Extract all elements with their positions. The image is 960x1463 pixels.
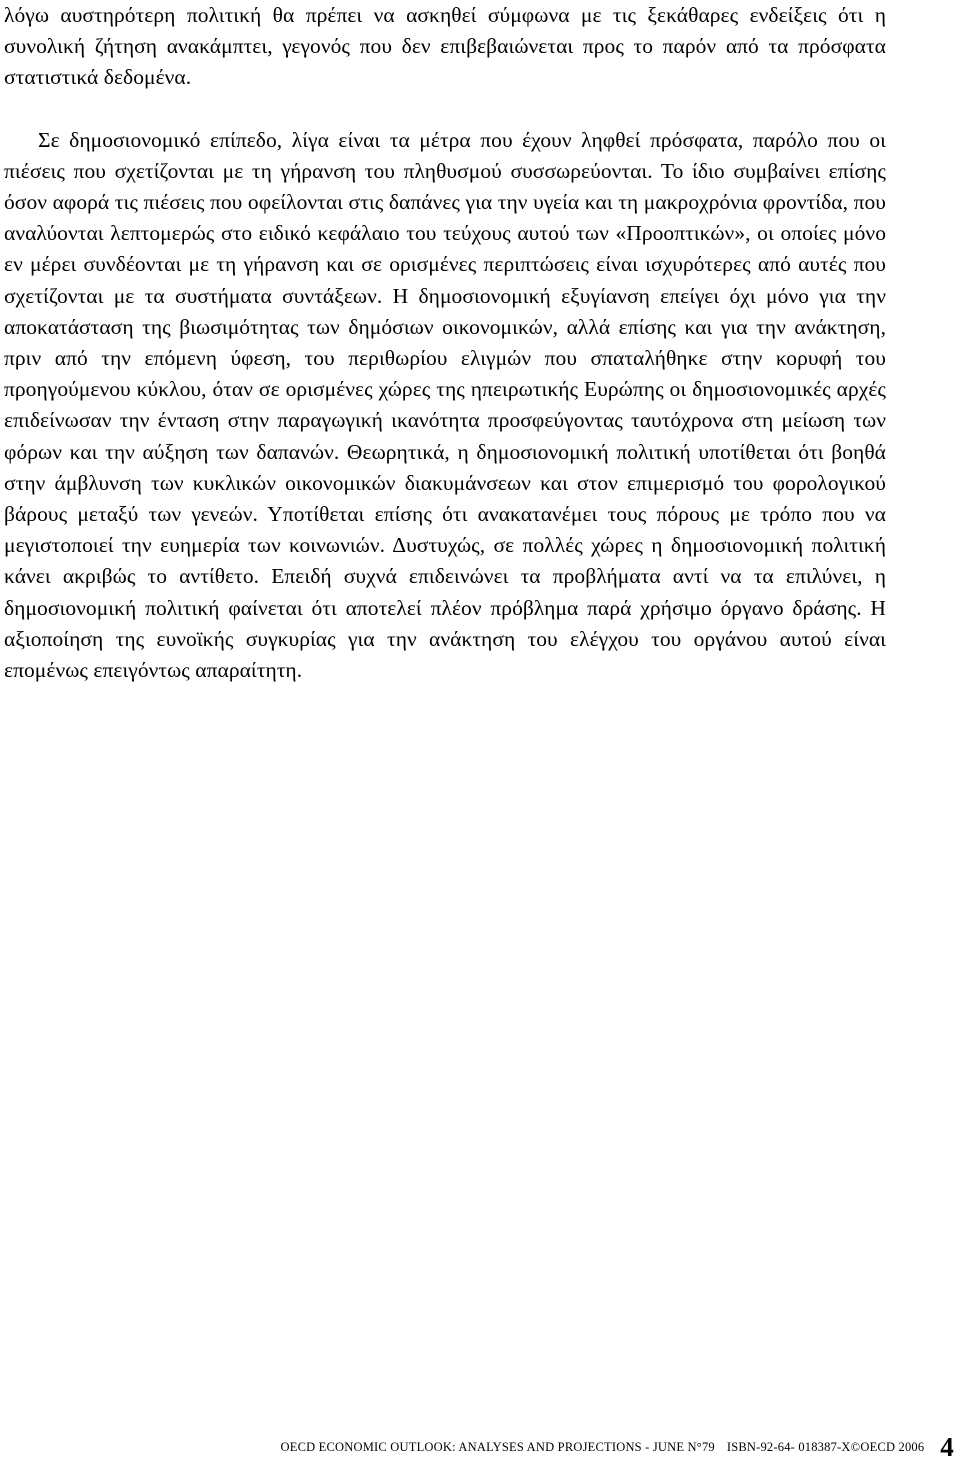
footer-isbn: ISBN-92-64- 018387-X bbox=[726, 1439, 851, 1454]
page-footer bbox=[280, 1431, 954, 1462]
document-body bbox=[4, 0, 886, 686]
footer-copyright: OECD 2006 bbox=[860, 1439, 925, 1454]
footer-publication: OECD ECONOMIC OUTLOOK: ANALYSES AND PROJECTIONS - JUNE N°79 bbox=[280, 1439, 715, 1454]
copyright-icon: © bbox=[850, 1439, 861, 1454]
paragraph-fiscal-policy: Σε δημοσιονομικό επίπεδο, λίγα είναι τα μέτρα που έχουν ληφθεί πρόσφατα, παρόλο που οι πιέσεις που σχετίζονται με τη γήρανση του πληθυσμού συσσωρεύονται. Το ίδιο συμβαίνει επίσης όσον αφορά τις πιέσεις που οφείλονται στις δαπάνες για την υγεία και τη μακροχρόνια φροντίδα, που αναλύονται λεπτομερώς στο ειδικό κεφάλαιο του τεύχους αυτού των «Προοπτικών», οι οποίες μόνο εν μέρει συνδέονται με τη γήρανση και σε ορισμένες περιπτώσεις είναι ισχυρότερες από αυτές που σχετίζονται με τα συστήματα συντάξεων. Η δημοσιονομική εξυγίανση επείγει όχι μόνο για την αποκατάσταση της βιωσιμότητας των δημόσιων οικονομικών, αλλά επίσης και για την ανάκτηση, πριν από την επόμενη ύφεση, του περιθωρίου ελιγμών που σπαταλήθηκε στην κορυφή του προηγούμενου κύκλου, όταν σε ορισμένες χώρες της ηπειρωτικής Ευρώπης οι δημοσιονομικές αρχές επιδείνωσαν την ένταση στην παραγωγική ικανότητα προσφεύγοντας ταυτόχρονα στη μείωση των φόρων και την αύξηση των δαπανών. Θεωρητικά, η δημοσιονομική πολιτική υποτίθεται ότι βοηθά στην άμβλυνση των κυκλικών οικονομικών διακυμάνσεων και στον επιμερισμό του φορολογικού βάρους μεταξύ των γενεών. Υποτίθεται επίσης ότι ανακατανέμει τους πόρους με τρόπο που να μεγιστοποιεί την ευημερία των κοινωνιών. Δυστυχώς, σε πολλές χώρες η δημοσιονομική πολιτική κάνει ακριβώς το αντίθετο. Επειδή συχνά επιδεινώνει τα προβλήματα αντί να τα επιλύνει, η δημοσιονομική πολιτική φαίνεται ότι αποτελεί πλέον πρόβλημα παρά χρήσιμο όργανο δράσης. Η αξιοποίηση της ευνοϊκής συγκυρίας για την ανάκτηση του ελέγχου του οργάνου αυτού είναι επομένως επειγόντως απαραίτητη. bbox=[4, 127, 886, 683]
paragraph-continuation: λόγω αυστηρότερη πολιτική θα πρέπει να ασκηθεί σύμφωνα με τις ξεκάθαρες ενδείξεις ότι η συνολική ζήτηση ανακάμπτει, γεγονός που δεν επιβεβαιώνεται προς το παρόν από τα πρόσφατα στατιστικά δεδομένα. bbox=[4, 3, 886, 90]
page-number: 4 bbox=[940, 1431, 954, 1462]
